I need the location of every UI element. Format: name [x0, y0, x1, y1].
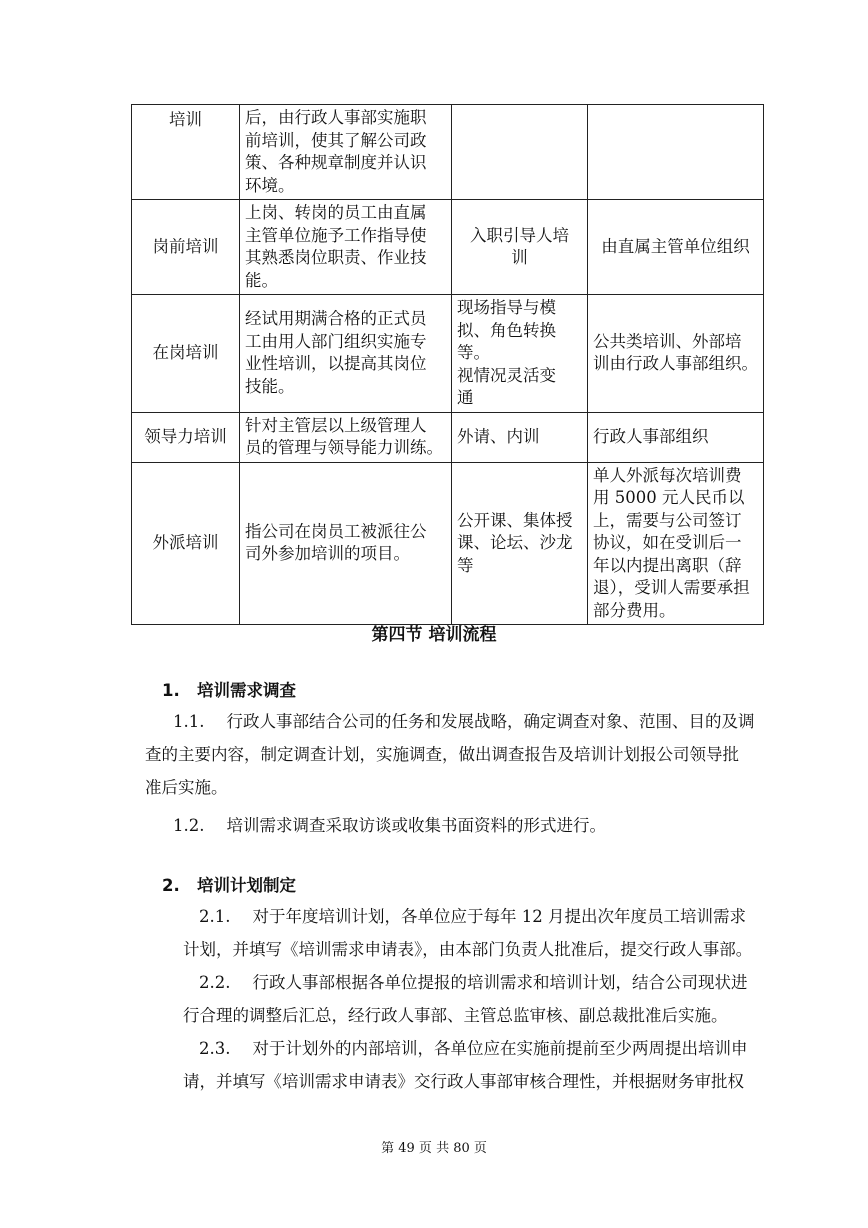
cell-line: 员的管理与领导能力训练。 [245, 438, 443, 457]
cell-line: 策、各种规章制度并认识 [245, 153, 427, 172]
paragraph-1-2 [145, 809, 785, 842]
cell-line: 等 [457, 555, 474, 575]
training-types-table [131, 104, 764, 625]
heading-number: 2. [162, 876, 180, 895]
cell-line: 现场指导与模 [457, 298, 556, 317]
cell-line: 前培训，使其了解公司政 [245, 130, 427, 150]
cell-line: 拟、角色转换等。 [457, 320, 556, 362]
paragraph-line: 准后实施。 [145, 778, 228, 797]
cell-line: 用 5000 元人民币以 [593, 488, 745, 507]
paragraph-number: 1.1. [173, 712, 205, 731]
category-cell: 外派培训 [132, 462, 240, 625]
cell-line: 退），受训人需要承担 [593, 578, 750, 597]
cell-line: 视情况灵活变 [457, 365, 556, 385]
heading-training-needs [162, 677, 296, 701]
cell-line: 通 [457, 388, 474, 407]
paragraph-line: 查的主要内容，制定调查计划，实施调查，做出调查报告及培训计划报公司领导批 [145, 745, 739, 764]
cell-line: 公共类培训、外部培 [593, 331, 742, 351]
cell-line: 入职引导人培 [470, 225, 569, 245]
content-cell [240, 412, 452, 462]
cell-line: 工由用人部门组织实施专 [245, 331, 427, 351]
organizer-cell [588, 295, 764, 413]
heading-training-plan [162, 872, 296, 896]
cell-line: 训 [511, 248, 528, 267]
heading-text: 培训计划制定 [196, 876, 296, 895]
method-cell [452, 462, 588, 625]
category-cell: 在岗培训 [132, 295, 240, 413]
cell-line: 针对主管层以上级管理人 [245, 415, 427, 435]
cell-line: 公开课、集体授 [457, 510, 573, 530]
cell-line: 其熟悉岗位职责、作业技 [245, 248, 427, 267]
cell-line: 能。 [245, 270, 278, 290]
cell-line: 协议，如在受训后一 [593, 533, 742, 552]
cell-line: 行政人事部组织 [593, 426, 709, 446]
cell-line: 由直属主管单位组织 [601, 236, 750, 256]
category-cell: 培训 [132, 105, 240, 200]
cell-line: 后，由行政人事部实施职 [245, 108, 427, 127]
paragraph-line: 对于计划外的内部培训，各单位应在实施前提前至少两周提出培训申 [252, 1039, 748, 1058]
organizer-cell [588, 200, 764, 295]
category-cell: 领导力培训 [132, 412, 240, 462]
table-row [132, 412, 764, 462]
organizer-cell [588, 412, 764, 462]
paragraph-number: 2.2. [199, 973, 231, 992]
table-row [132, 105, 764, 200]
cell-line: 单人外派每次培训费 [593, 465, 742, 485]
cell-line: 部分费用。 [593, 600, 676, 620]
cell-line: 上岗、转岗的员工由直属 [245, 203, 427, 222]
paragraph-2-2 [183, 966, 783, 1032]
cell-line: 训由行政人事部组织。 [593, 354, 758, 374]
paragraph-line: 计划，并填写《培训需求申请表》，由本部门负责人批准后，提交行政人事部。 [183, 940, 753, 959]
cell-line: 年以内提出离职（辞 [593, 555, 742, 575]
method-cell [452, 200, 588, 295]
paragraph-number: 2.1. [199, 907, 231, 926]
cell-line: 指公司在岗员工被派往公 [245, 521, 427, 541]
content-cell [240, 295, 452, 413]
paragraph-1-1 [145, 705, 785, 804]
paragraph-line: 行政人事部根据各单位提报的培训需求和培训计划，结合公司现状进 [252, 973, 748, 992]
heading-number: 1. [162, 681, 180, 700]
organizer-cell [588, 105, 764, 200]
cell-line: 环境。 [245, 175, 295, 195]
cell-line: 课、论坛、沙龙 [457, 533, 573, 552]
paragraph-2-3 [183, 1032, 783, 1098]
cell-line: 外请、内训 [457, 426, 540, 446]
cell-line: 经试用期满合格的正式员 [245, 309, 427, 329]
content-cell [240, 462, 452, 625]
paragraph-line: 请，并填写《培训需求申请表》交行政人事部审核合理性，并根据财务审批权 [183, 1072, 744, 1091]
table-row [132, 295, 764, 413]
method-cell [452, 105, 588, 200]
cell-line: 业性培训，以提高其岗位 [245, 354, 427, 374]
paragraph-number: 2.3. [199, 1039, 231, 1058]
paragraph-2-1 [183, 900, 783, 966]
content-cell [240, 200, 452, 295]
cell-line: 技能。 [245, 376, 295, 396]
paragraph-line: 培训需求调查采取访谈或收集书面资料的形式进行。 [226, 816, 606, 835]
category-cell: 岗前培训 [132, 200, 240, 295]
method-cell [452, 295, 588, 413]
table-row [132, 462, 764, 625]
table-row [132, 200, 764, 295]
content-cell [240, 105, 452, 200]
cell-line: 上，需要与公司签订 [593, 510, 742, 530]
section-title: 第四节 培训流程 [371, 625, 497, 645]
organizer-cell [588, 462, 764, 625]
method-cell [452, 412, 588, 462]
heading-text: 培训需求调查 [196, 681, 296, 700]
paragraph-line: 对于年度培训计划，各单位应于每年 12 月提出次年度员工培训需求 [252, 907, 746, 926]
paragraph-line: 行合理的调整后汇总，经行政人事部、主管总监审核、副总裁批准后实施。 [183, 1006, 728, 1025]
paragraph-number: 1.2. [173, 816, 205, 835]
page-footer: 第 49 页 共 80 页 [381, 1141, 487, 1156]
paragraph-line: 行政人事部结合公司的任务和发展战略，确定调查对象、范围、目的及调 [226, 712, 755, 731]
cell-line: 主管单位施予工作指导使 [245, 225, 427, 245]
cell-line: 司外参加培训的项目。 [245, 544, 410, 564]
